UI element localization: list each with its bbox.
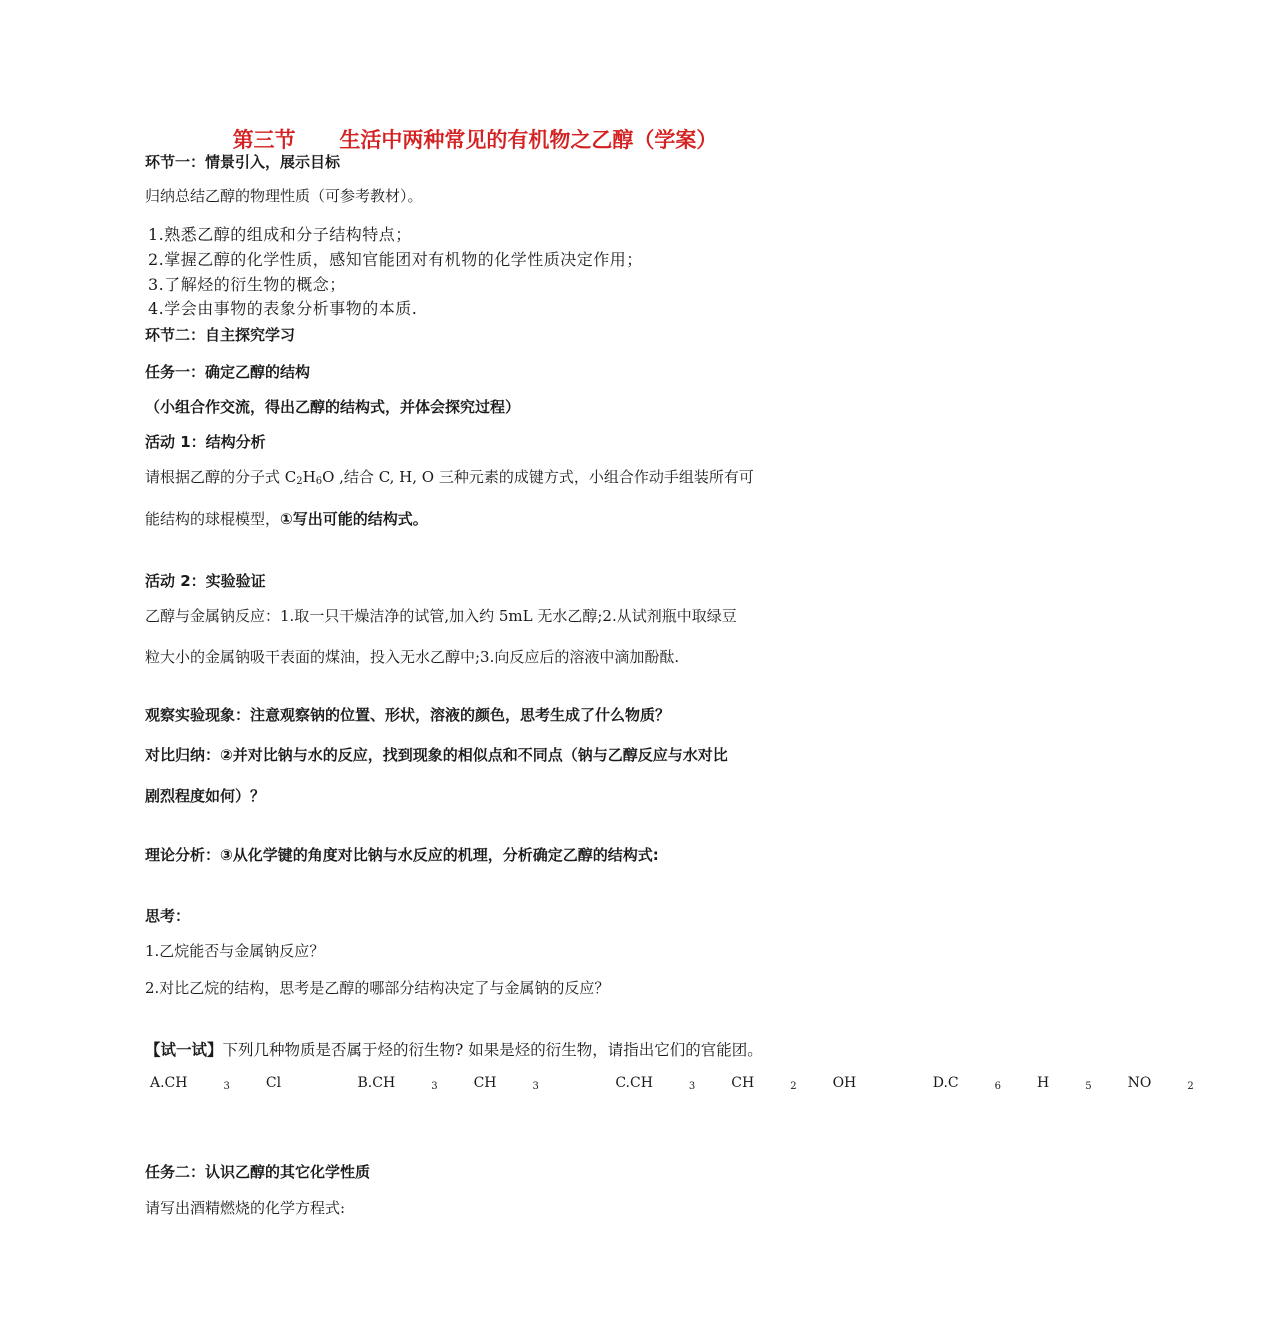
section1-heading: 环节一：情景引入，展示目标 <box>145 153 341 171</box>
think-question-1: 1.乙烷能否与金属钠反应？ <box>145 942 325 960</box>
contrast-line2: 剧烈程度如何）？ <box>145 787 266 805</box>
option-c: C.CH 3 CH 2 OH <box>615 1075 857 1092</box>
task2-heading: 任务二：认识乙醇的其它化学性质 <box>145 1163 371 1181</box>
try-it-line: 【试一试】下列几种物质是否属于烃的衍生物? 如果是烃的衍生物，请指出它们的官能团。 <box>145 1041 763 1059</box>
think-question-2: 2.对比乙烷的结构，思考是乙醇的哪部分结构决定了与金属钠的反应？ <box>145 979 610 997</box>
activity2-heading: 活动 2：实验验证 <box>145 572 266 590</box>
contrast-line1: 对比归纳：②并对比钠与水的反应，找到现象的相似点和不同点（钠与乙醇反应与水对比 <box>145 746 728 764</box>
section2-heading: 环节二：自主探究学习 <box>145 326 296 344</box>
goal-4: 4.学会由事物的表象分析事物的本质. <box>148 299 418 318</box>
options-row <box>150 1075 1266 1092</box>
goal-2: 2.掌握乙醇的化学性质，感知官能团对有机物的化学性质决定作用； <box>148 250 643 269</box>
theory-text: 理论分析：③从化学键的角度对比钠与水反应的机理，分析确定乙醇的结构式: <box>145 846 659 864</box>
task2-text: 请写出酒精燃烧的化学方程式: <box>145 1199 346 1217</box>
option-b: B.CH 3 CH 3 <box>357 1075 539 1092</box>
activity2-text-line2: 粒大小的金属钠吸干表面的煤油，投入无水乙醇中;3.向反应后的溶液中滴加酚酞. <box>145 648 680 666</box>
goal-3: 3.了解烃的衍生物的概念； <box>148 275 346 294</box>
observe-text: 观察实验现象：注意观察钠的位置、形状，溶液的颜色，思考生成了什么物质？ <box>145 706 671 724</box>
option-a: A.CH 3 Cl <box>150 1075 282 1092</box>
goal-1: 1.熟悉乙醇的组成和分子结构特点； <box>148 225 412 244</box>
activity2-text-line1: 乙醇与金属钠反应：1.取一只干燥洁净的试管,加入约 5mL 无水乙醇;2.从试剂瓶中取绿豆 <box>145 607 737 625</box>
think-heading: 思考： <box>145 907 191 925</box>
option-d: D.C 6 H 5 NO 2 <box>932 1075 1194 1092</box>
page-title: 第三节 生活中两种常见的有机物之乙醇（学案） <box>232 128 718 152</box>
activity1-text-line2: 能结构的球棍模型，①写出可能的结构式。 <box>145 510 428 528</box>
task1-heading: 任务一：确定乙醇的结构 <box>145 363 311 381</box>
activity1-heading: 活动 1：结构分析 <box>145 433 266 451</box>
activity1-text-line1: 请根据乙醇的分子式 $C_2H_6O$ ,结合 C, H, O 三种元素的成键方式，小组合作动手组装所有可 <box>145 468 754 487</box>
section1-intro: 归纳总结乙醇的物理性质（可参考教材）。 <box>145 187 423 205</box>
task1-note: （小组合作交流，得出乙醇的结构式，并体会探究过程） <box>145 398 521 416</box>
